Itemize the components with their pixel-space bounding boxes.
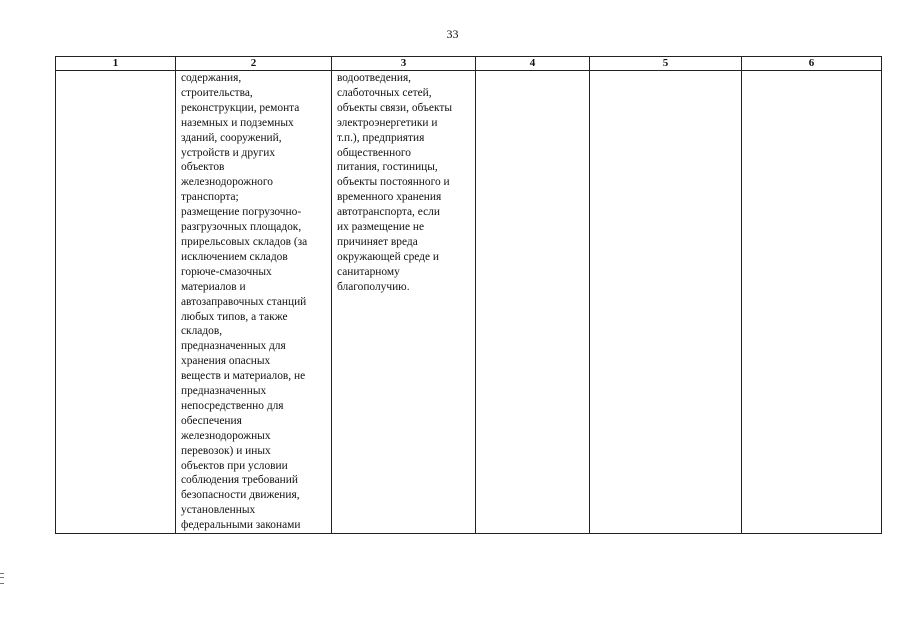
table-cell-col3 [332, 71, 476, 534]
table-cell-col1 [56, 71, 176, 534]
document-table [55, 56, 882, 534]
margin-marker-icon [0, 573, 4, 584]
page-number: 33 [446, 27, 459, 41]
cell-text-col2: содержания, строительства, реконструкции, ремонта наземных и подземных зданий, сооружений, устройств и других объектов железнодорожного транспорта; размещение погрузочно- разгрузочных площадок, прирельсовых складов (за исключением складов горюче-смазочных материалов и автозаправочных станций любых типов, а также складов, предназначенных для хранения опасных веществ и материалов, не предназначенных непосредственно для обеспечения железнодорожных перевозок) и иных объектов при условии соблюдения требований безопасности движения, установленных федеральными законами [181, 72, 308, 532]
table-cell-col4 [476, 71, 590, 534]
cell-text-col3: водоотведения, слаботочных сетей, объекты связи, объекты электроэнергетики и т.п.), предприятия общественного питания, гостиницы, объекты постоянного и временного хранения автотранспорта, если их размещение не причиняет вреда окружающей среде и санитарному благополучию. [337, 72, 452, 293]
column-header-1: 1 [56, 57, 176, 71]
table-cell-col6 [742, 71, 882, 534]
column-header-4: 4 [476, 57, 590, 71]
column-header-5: 5 [590, 57, 742, 71]
column-header-6: 6 [742, 57, 882, 71]
column-header-3: 3 [332, 57, 476, 71]
column-header-2: 2 [176, 57, 332, 71]
header-row [56, 57, 882, 71]
table-row [56, 71, 882, 534]
table-cell-col2 [176, 71, 332, 534]
table-cell-col5 [590, 71, 742, 534]
